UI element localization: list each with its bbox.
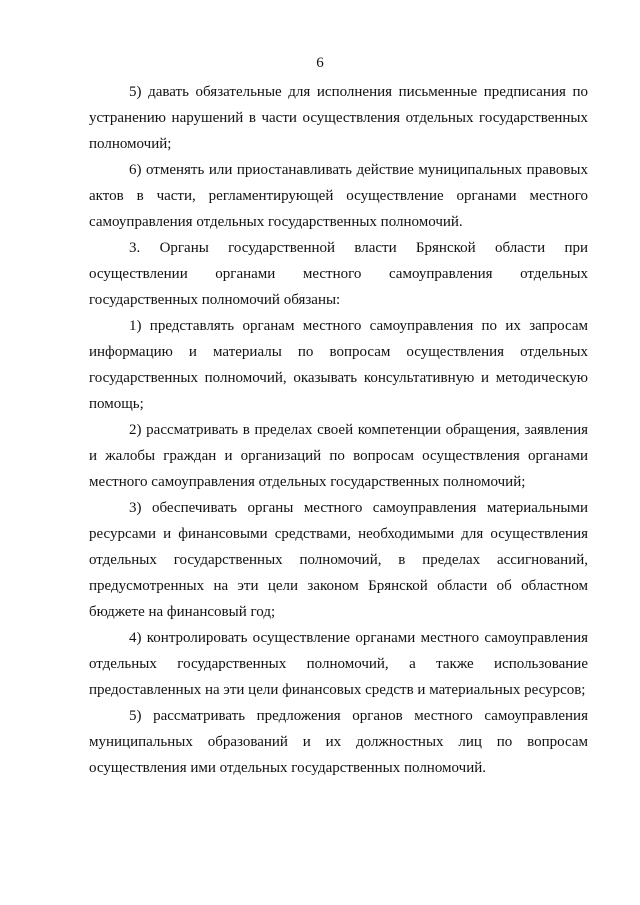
paragraph-item-6-cancel-acts: 6) отменять или приостанавливать действие муниципальных правовых актов в части, регламентирующей осуществление органами местного самоуправления отдельных государственных полномочий.: [89, 162, 588, 231]
paragraph-item-2-review-appeals: 2) рассматривать в пределах своей компетенции обращения, заявления и жалобы граждан и организаций по вопросам осуществления органами местного самоуправления отдельных государственных полномочий;: [89, 422, 588, 491]
page-number: 6: [316, 55, 324, 71]
paragraph-item-5-orders: 5) давать обязательные для исполнения письменные предписания по устранению нарушений в части осуществления отдельных государственных полномочий;: [89, 84, 588, 153]
paragraph-item-5-review-proposals: 5) рассматривать предложения органов местного самоуправления муниципальных образований и их должностных лиц по вопросам осуществления ими отдельных государственных полномочий.: [89, 708, 588, 777]
paragraph-item-4-control: 4) контролировать осуществление органами местного самоуправления отдельных государственных полномочий, а также использование предоставленных на эти цели финансовых средств и материальных ресурсов;: [89, 630, 588, 699]
paragraph-item-1-provide-info: 1) представлять органам местного самоуправления по их запросам информацию и материалы по вопросам осуществления отдельных государственных полномочий, оказывать консультативную и методическую помощь;: [89, 318, 588, 413]
paragraph-item-3-provide-resources: 3) обеспечивать органы местного самоуправления материальными ресурсами и финансовыми средствами, необходимыми для осуществления отдельных государственных полномочий, в пределах ассигнований, предусмотренных на эти цели законом Брянской области об областном бюджете на финансовый год;: [89, 500, 588, 621]
paragraph-section-3-intro: 3. Органы государственной власти Брянской области при осуществлении органами местного самоуправления отдельных государственных полномочий обязаны:: [89, 240, 588, 309]
